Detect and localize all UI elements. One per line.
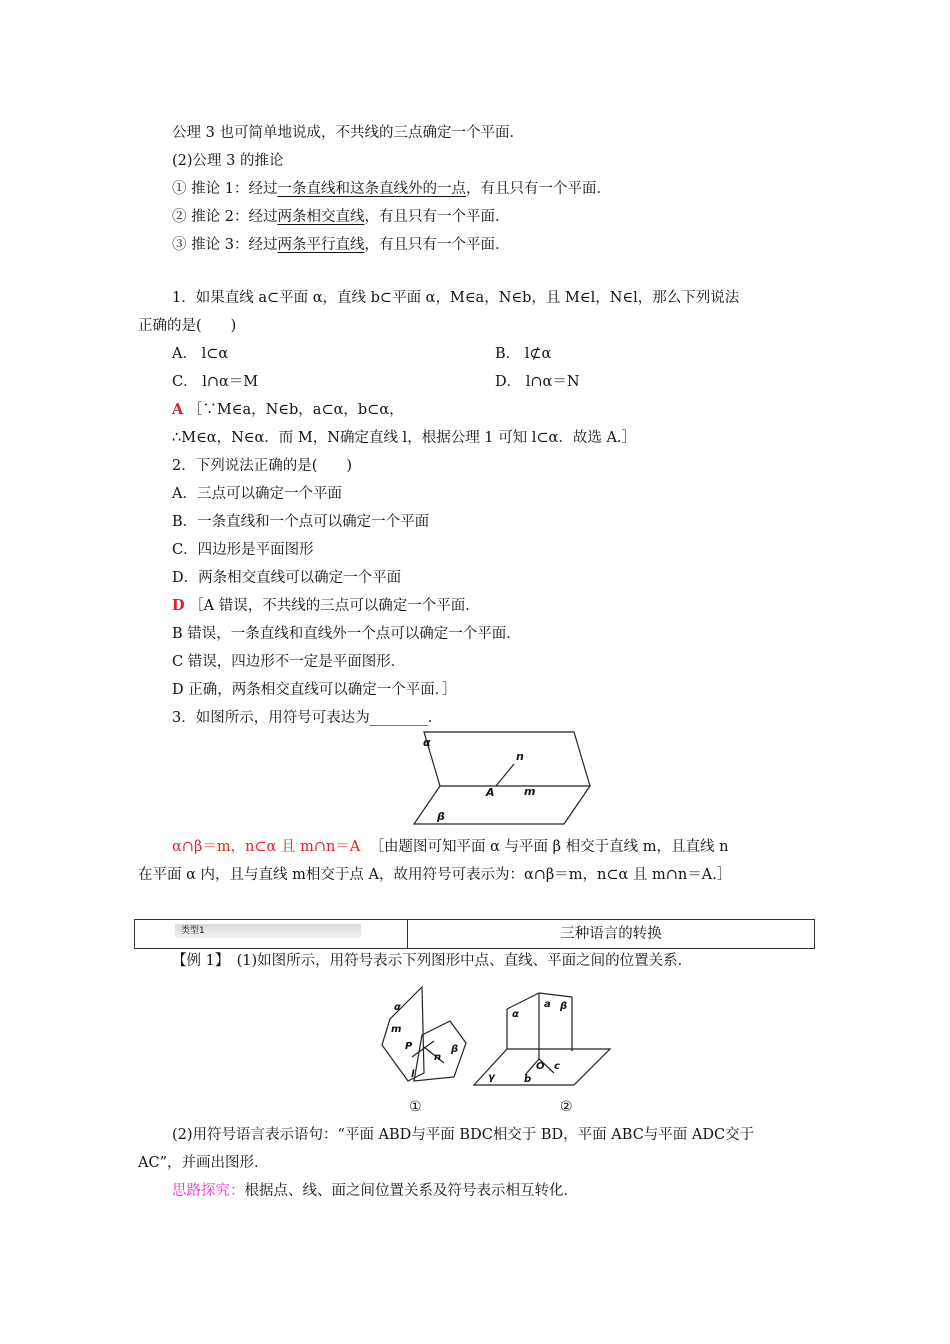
ex1-fig2-beta: β xyxy=(560,1001,568,1012)
example-1-line: 【例 1】 (1)如图所示，用符号表示下列图形中点、直线、平面之间的位置关系． xyxy=(172,953,693,969)
q1-explanation: ∴M∈α，N∈α．而 M，N确定直线 l，根据公理 1 可知 l⊂α．故选 A.］ xyxy=(172,430,637,446)
intro-line-2: (2)公理 3 的推论 xyxy=(172,153,284,169)
ex1-fig1-n: n xyxy=(434,1052,442,1063)
q1-stem-1: 1．如果直线 a⊂平面 α，直线 b⊂平面 α，M∈a，N∈b，且 M∈l，N∈l，那么下列说法 xyxy=(172,290,740,306)
q2-option-b: B．一条直线和一个点可以确定一个平面 xyxy=(172,514,430,530)
ex1-fig2-b: b xyxy=(524,1074,532,1085)
q1-stem-2: 正确的是( ) xyxy=(138,318,237,334)
q1-option-b: B． l⊄α xyxy=(495,346,552,362)
q2-stem: 2．下列说法正确的是( ) xyxy=(172,458,353,474)
ex1-fig1-p: P xyxy=(405,1041,413,1052)
ex1-figure-1 xyxy=(372,985,477,1115)
ex1-fig2-a: a xyxy=(544,999,551,1010)
q2-option-d: D．两条相交直线可以确定一个平面 xyxy=(172,570,402,586)
hint-line xyxy=(172,1181,578,1201)
q3-answer-text: α∩β＝m，n⊂α 且 m∩n＝A xyxy=(172,839,361,855)
ex1-fig2-gamma: γ xyxy=(488,1072,495,1083)
q2-explanation-c: C 错误，四边形不一定是平面图形． xyxy=(172,654,406,670)
corollary-2: ② 推论 2：经过两条相交直线，有且只有一个平面． xyxy=(172,209,510,225)
ex1-fig1-m: m xyxy=(391,1024,402,1035)
q3-answer: α∩β＝m，n⊂α 且 m∩n＝A ［由题图可知平面 α 与平面 β 相交于直线 m，且直线 n xyxy=(172,839,729,855)
hint-text: 根据点、线、面之间位置关系及符号表示相互转化． xyxy=(244,1183,578,1199)
type-tag-cell xyxy=(135,920,408,948)
q2-explanation-b: B 错误，一条直线和直线外一个点可以确定一个平面． xyxy=(172,626,521,642)
example-1-part-2-line-2: AC”，并画出图形． xyxy=(138,1155,269,1171)
q3-fig-n: n xyxy=(516,750,524,763)
q2-answer: D ［A 错误，不共线的三点可以确定一个平面． xyxy=(172,597,480,614)
q2-option-a: A．三点可以确定一个平面 xyxy=(172,486,342,502)
type-title: 三种语言的转换 xyxy=(560,926,662,942)
q3-explanation: 在平面 α 内，且与直线 m相交于点 A，故用符号可表示为：α∩β＝m，n⊂α 且 m∩n＝A.］ xyxy=(138,867,732,883)
q2-option-c: C．四边形是平面图形 xyxy=(172,542,314,558)
ex1-fig1-alpha: α xyxy=(394,1002,401,1013)
example-1-part-2-line-1: (2)用符号语言表示语句：“平面 ABD与平面 BDC相交于 BD，平面 ABC与平面 ADC交于 xyxy=(172,1127,755,1143)
q1-answer: A ［∵M∈a，N∈b，a⊂α，b⊂α， xyxy=(172,401,404,418)
ex1-fig2-c: c xyxy=(554,1061,560,1072)
q2-explanation-d: D 正确，两条相交直线可以确定一个平面．］ xyxy=(172,682,457,698)
corollary-3: ③ 推论 3：经过两条平行直线，有且只有一个平面． xyxy=(172,237,510,253)
type-tag: 类型1 xyxy=(175,924,361,938)
ex1-fig2-alpha: α xyxy=(512,1009,519,1020)
q3-fig-alpha: α xyxy=(423,736,431,749)
q3-figure xyxy=(410,728,610,830)
q1-option-d: D． l∩α＝N xyxy=(495,374,580,390)
q1-option-a: A． l⊂α xyxy=(172,346,229,362)
q1-answer-letter: A xyxy=(172,401,184,418)
ex1-fig1-caption: ① xyxy=(409,1099,422,1115)
ex1-fig2-caption: ② xyxy=(560,1099,573,1115)
q3-fig-beta: β xyxy=(437,810,445,823)
q1-option-c: C． l∩α＝M xyxy=(172,374,259,390)
intro-line-1: 公理 3 也可简单地说成，不共线的三点确定一个平面． xyxy=(172,125,524,141)
q3-fig-point-a: A xyxy=(486,786,495,799)
ex1-fig1-l: l xyxy=(411,1069,415,1080)
ex1-figure-2 xyxy=(470,985,615,1115)
type-header-box xyxy=(134,919,815,949)
q2-answer-letter: D xyxy=(172,597,185,614)
q3-fig-m: m xyxy=(524,785,536,798)
corollary-1: ① 推论 1：经过一条直线和这条直线外的一点，有且只有一个平面． xyxy=(172,181,611,197)
ex1-fig2-o: O xyxy=(536,1061,545,1072)
ex1-fig1-beta: β xyxy=(451,1044,459,1055)
q3-stem: 3．如图所示，用符号可表达为________． xyxy=(172,710,443,726)
hint-label: 思路探究： xyxy=(172,1183,245,1199)
